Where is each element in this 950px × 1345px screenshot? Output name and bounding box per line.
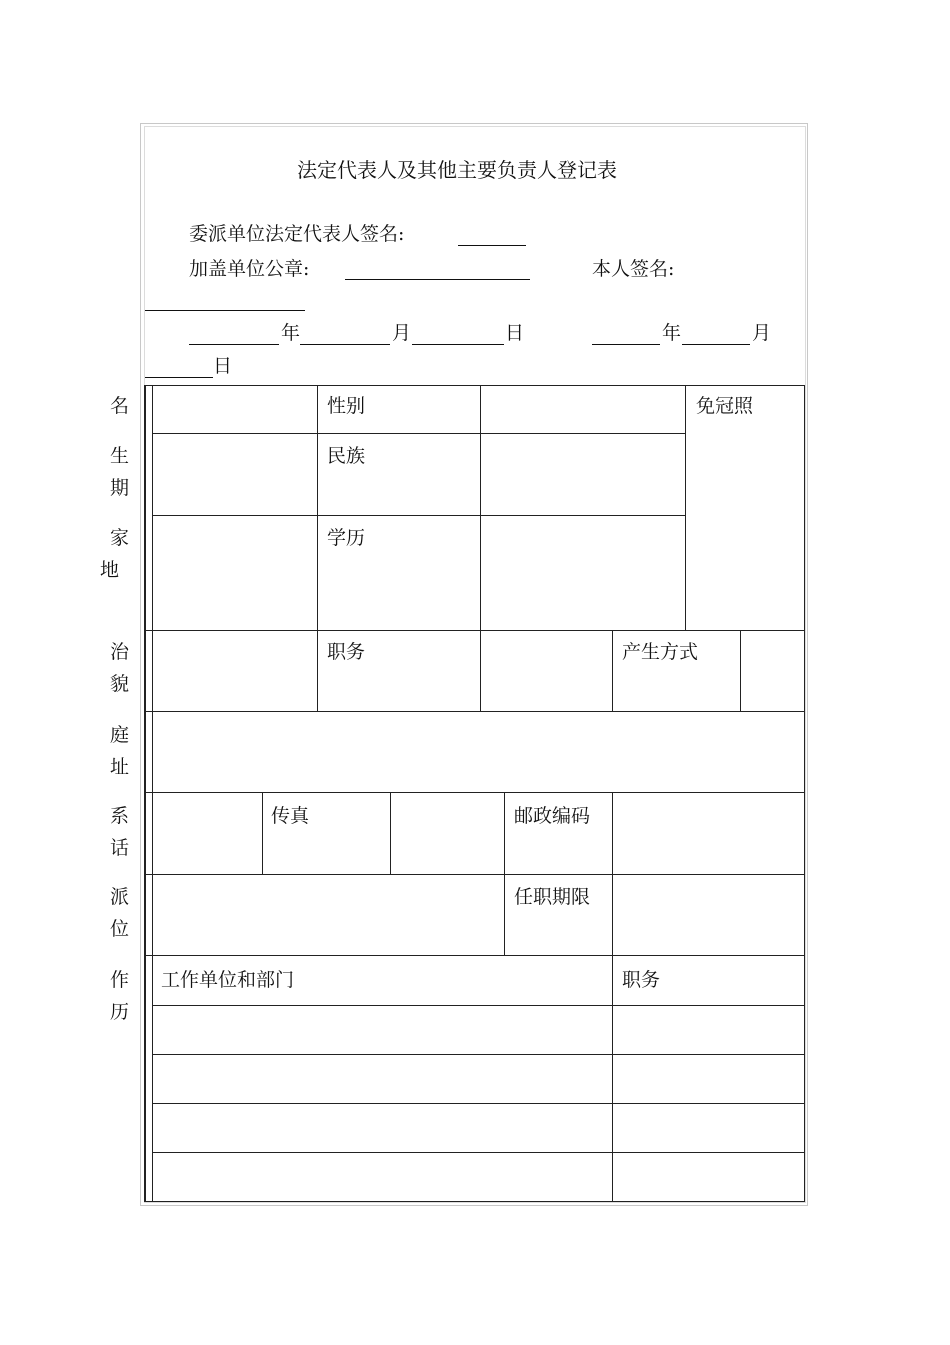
grid-line-h-8 (152, 1005, 805, 1006)
field-position-label: 职务 (327, 641, 366, 663)
side-label-work-1: 作 (110, 969, 130, 991)
self-signature-line[interactable] (145, 310, 305, 311)
side-label-politics-1: 治 (110, 641, 130, 663)
grid-line-v-row6-b (390, 792, 391, 874)
work-history-position-header: 职务 (622, 969, 661, 991)
form-inner-border (144, 126, 806, 1203)
date-year-label: 年 (281, 322, 301, 344)
field-ethnicity-label: 民族 (327, 445, 366, 467)
side-label-appoint-2: 位 (110, 918, 130, 940)
grid-line-h-bottom (144, 1201, 805, 1202)
grid-line-v-row6-d (612, 792, 613, 955)
grid-line-v-col-b (480, 385, 481, 711)
grid-line-h-11 (152, 1152, 805, 1153)
field-term-label: 任职期限 (514, 886, 591, 908)
seal-label: 加盖单位公章: (189, 258, 310, 280)
grid-line-h-7 (144, 955, 805, 956)
form-title: 法定代表人及其他主要负责人登记表 (297, 158, 617, 182)
field-education-label: 学历 (327, 527, 366, 549)
grid-line-v-row4-d (740, 630, 741, 711)
field-photo-label: 免冠照 (696, 395, 754, 417)
field-postcode-label: 邮政编码 (514, 805, 591, 827)
grid-line-v-left-outer (144, 385, 146, 1201)
grid-line-v-left-inner (152, 385, 153, 1201)
appoint-signature-label: 委派单位法定代表人签名: (189, 223, 405, 245)
date2-day-line[interactable] (145, 377, 213, 378)
date-month-line[interactable] (300, 344, 390, 345)
grid-line-v-row4-c (612, 630, 613, 711)
date2-month-line[interactable] (682, 344, 750, 345)
side-label-name: 名 (110, 395, 130, 417)
self-signature-label: 本人签名: (592, 258, 675, 280)
date-month-label: 月 (392, 322, 412, 344)
side-label-home-1: 家 (110, 527, 130, 549)
appoint-signature-line[interactable] (458, 245, 526, 246)
grid-line-h-4 (144, 711, 805, 712)
date2-month-label: 月 (752, 322, 772, 344)
grid-line-h-2 (152, 515, 685, 516)
date2-year-line[interactable] (592, 344, 660, 345)
side-label-family-1: 庭 (110, 724, 130, 746)
side-label-birth-2: 期 (110, 477, 130, 499)
side-label-family-2: 址 (110, 756, 130, 778)
field-gender-label: 性别 (327, 395, 366, 417)
grid-line-v-row6-c (504, 792, 505, 955)
grid-line-v-right (804, 385, 805, 1201)
date-year-line[interactable] (189, 344, 279, 345)
grid-line-h-top (144, 385, 805, 386)
grid-line-h-6 (144, 874, 805, 875)
side-label-appoint-1: 派 (110, 886, 130, 908)
grid-line-v-col-a (317, 385, 318, 711)
date-day-label: 日 (505, 322, 525, 344)
side-label-home-2: 地 (100, 559, 120, 581)
work-history-unit-header: 工作单位和部门 (161, 969, 295, 991)
field-fax-label: 传真 (271, 805, 310, 827)
grid-line-v-row6-a (262, 792, 263, 874)
date2-year-label: 年 (662, 322, 682, 344)
grid-line-h-5 (144, 792, 805, 793)
side-label-politics-2: 貌 (110, 673, 130, 695)
side-label-birth-1: 生 (110, 445, 130, 467)
date2-day-label: 日 (213, 355, 233, 377)
grid-line-h-1 (152, 433, 685, 434)
side-label-work-2: 历 (110, 1001, 130, 1023)
grid-line-v-photo (685, 385, 686, 630)
side-label-contact-2: 话 (110, 837, 130, 859)
grid-line-h-9 (152, 1054, 805, 1055)
field-method-label: 产生方式 (622, 641, 699, 663)
grid-line-h-10 (152, 1103, 805, 1104)
side-label-contact-1: 系 (110, 805, 130, 827)
seal-line[interactable] (345, 279, 530, 280)
grid-line-h-3 (144, 630, 805, 631)
grid-line-v-work (612, 955, 613, 1201)
date-day-line[interactable] (412, 344, 504, 345)
